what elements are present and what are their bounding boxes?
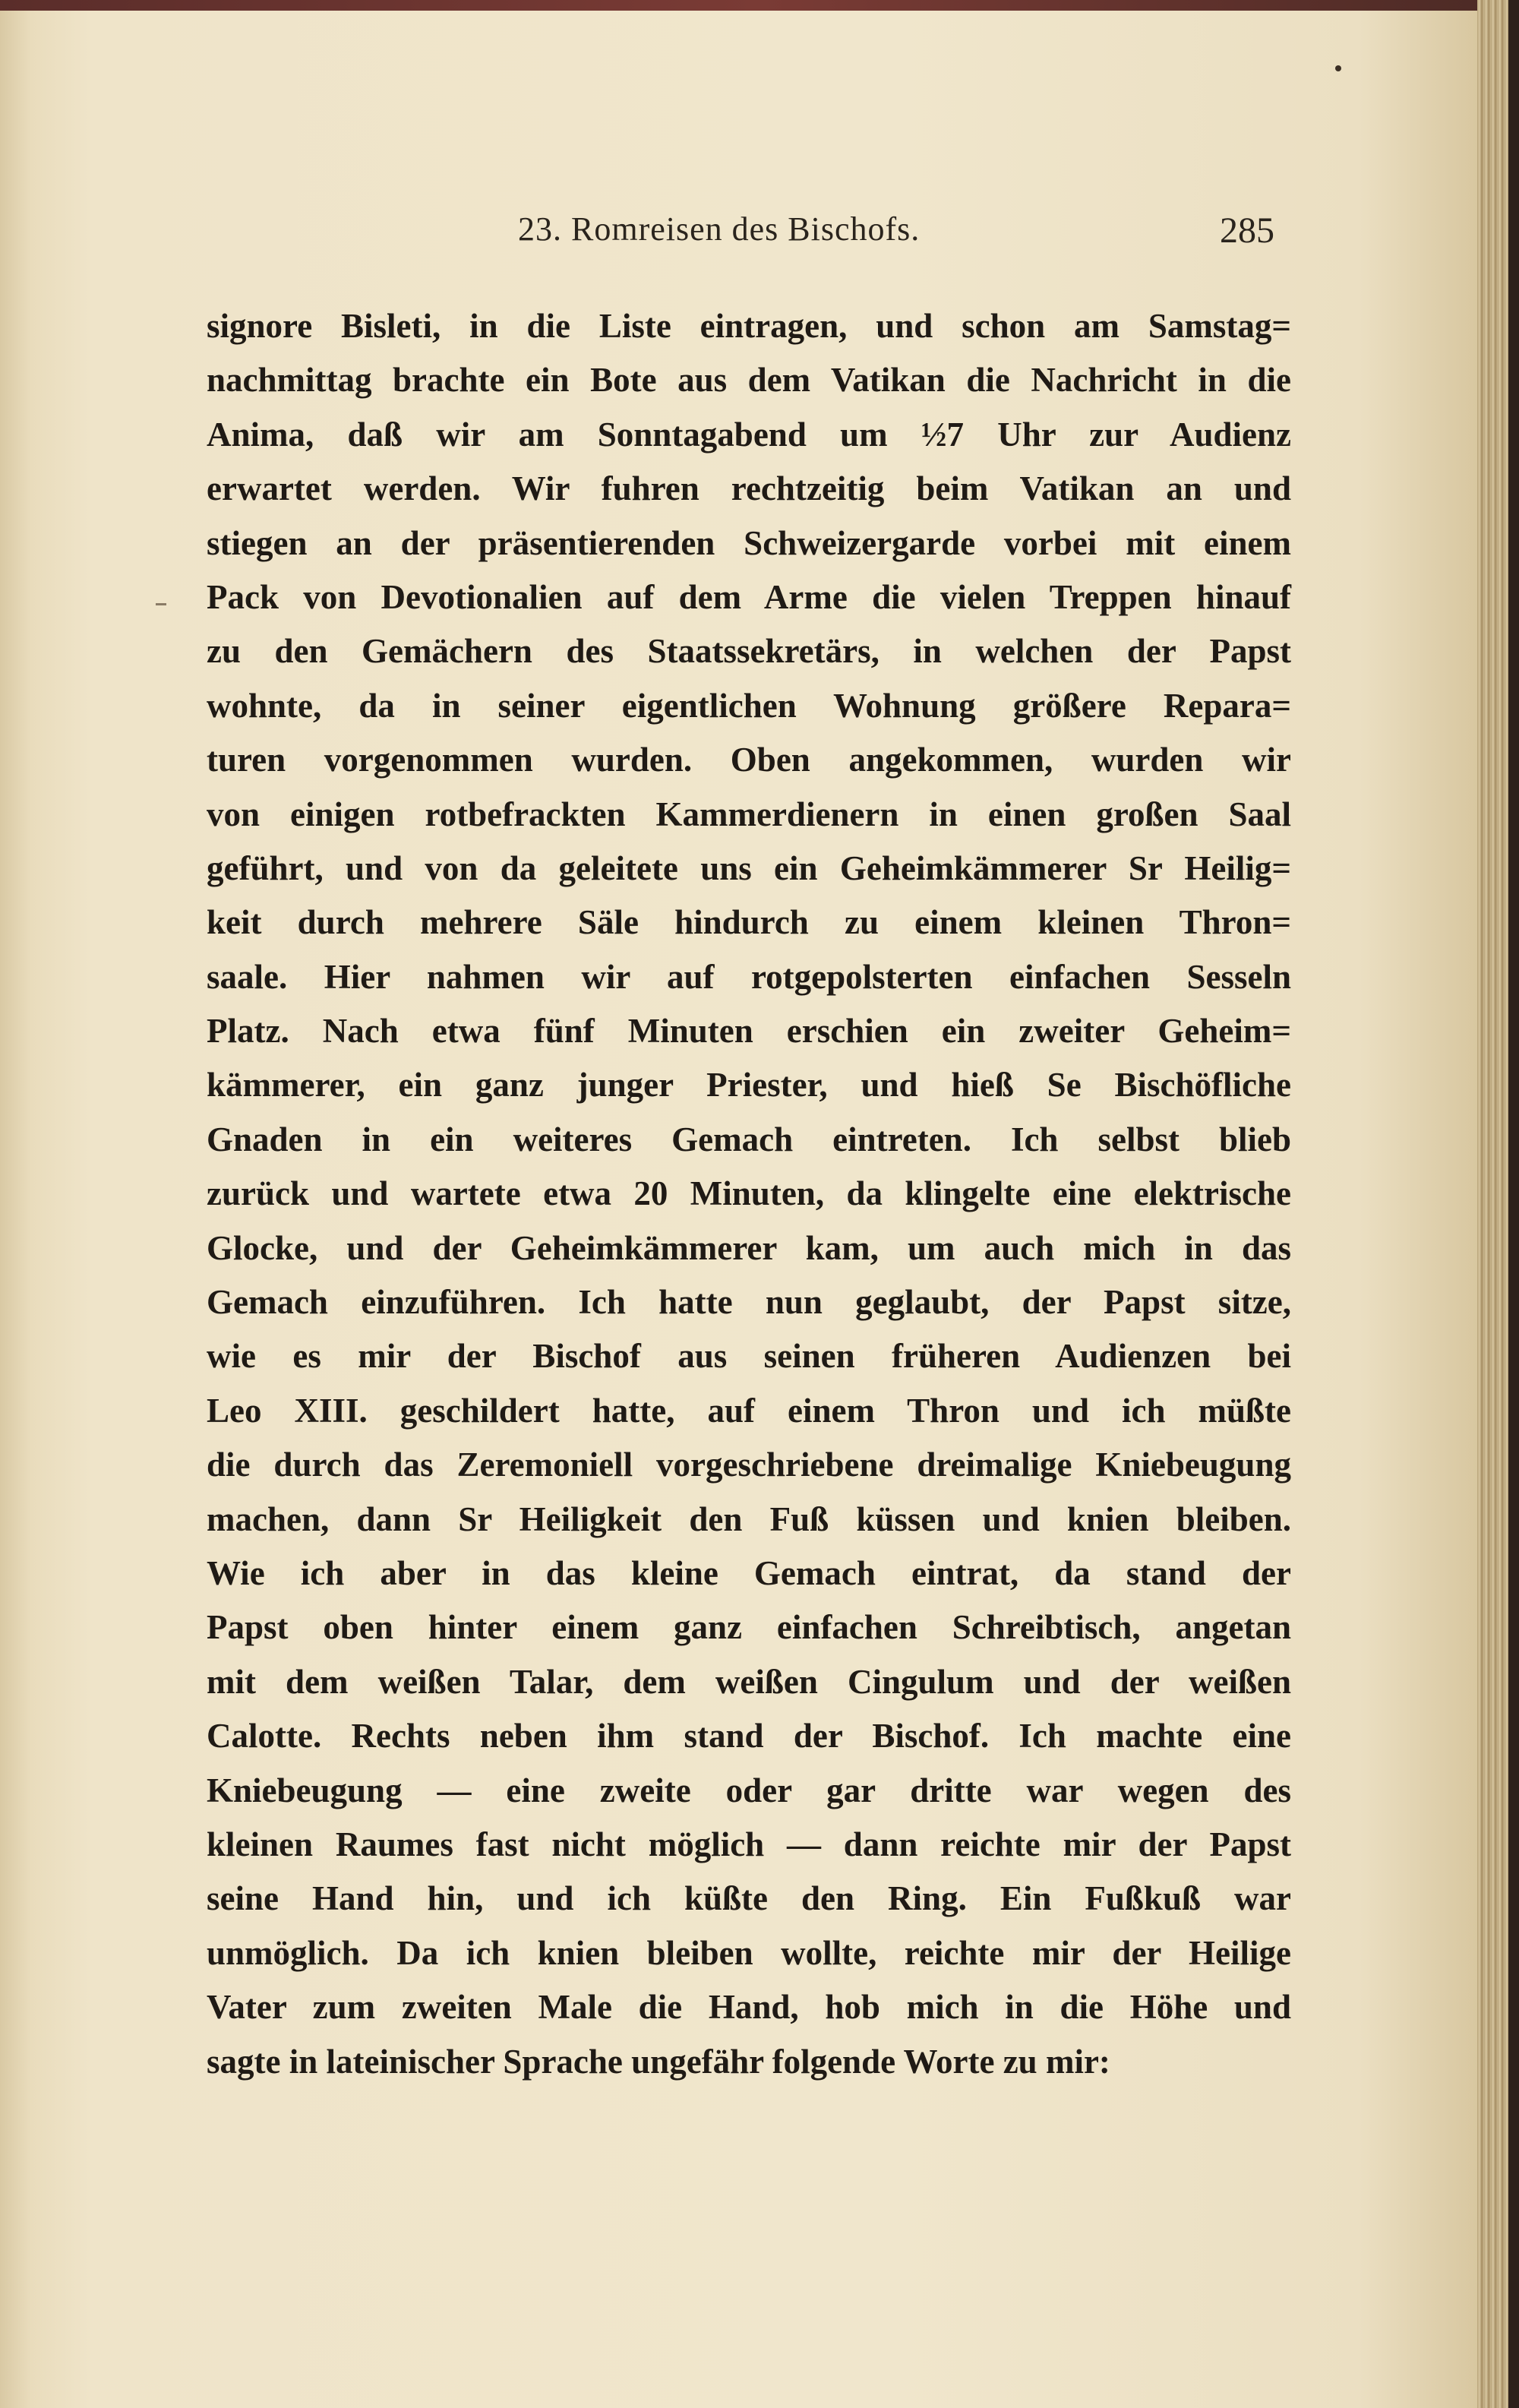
ink-speck (1335, 65, 1341, 71)
book-page (0, 11, 1477, 2408)
text-line: kleinen Raumes fast nicht möglich — dann reichte mir der Papst (207, 1825, 1291, 1863)
text-line: kämmerer, ein ganz junger Priester, und hieß Se Bischöfliche (207, 1066, 1291, 1104)
text-line: geführt, und von da geleitete uns ein Geheimkämmerer Sr Heilig= (207, 848, 1291, 887)
text-line: Papst oben hinter einem ganz einfachen Schreibtisch, angetan (207, 1608, 1291, 1647)
text-line: signore Bisleti, in die Liste eintragen, und schon am Samstag= (207, 307, 1291, 345)
text-line: Calotte. Rechts neben ihm stand der Bischof. Ich machte eine (207, 1717, 1291, 1755)
text-line: saale. Hier nahmen wir auf rotgepolsterten einfachen Sesseln (207, 957, 1291, 996)
text-line: zu den Gemächern des Staatssekretärs, in welchen der Papst (207, 632, 1291, 671)
text-line: Glocke, und der Geheimkämmerer kam, um auch mich in das (207, 1228, 1291, 1267)
text-line: Platz. Nach etwa fünf Minuten erschien ein zweiter Geheim= (207, 1012, 1291, 1051)
text-line: wie es mir der Bischof aus seinen früheren Audienzen bei (207, 1337, 1291, 1376)
text-line: von einigen rotbefrackten Kammerdienern in einen großen Saal (207, 795, 1291, 833)
page-number: 285 (1220, 210, 1274, 251)
text-line: Anima, daß wir am Sonntagabend um ½7 Uhr zur Audienz (207, 415, 1291, 453)
text-line: zurück und wartete etwa 20 Minuten, da klingelte eine elektrische (207, 1174, 1291, 1213)
running-title: 23. Romreisen des Bischofs. (518, 210, 921, 248)
text-line: machen, dann Sr Heiligkeit den Fuß küssen und knien bleiben. (207, 1499, 1291, 1538)
text-line: die durch das Zeremoniell vorgeschriebene dreimalige Kniebeugung (207, 1446, 1291, 1484)
text-line: turen vorgenommen wurden. Oben angekommen, wurden wir (207, 741, 1291, 779)
text-line: sagte in lateinischer Sprache ungefähr folgende Worte zu mir: (207, 2042, 1110, 2081)
text-line: nachmittag brachte ein Bote aus dem Vatikan die Nachricht in die (207, 361, 1291, 400)
text-line: wohnte, da in seiner eigentlichen Wohnung größere Repara= (207, 686, 1291, 725)
text-line: Wie ich aber in das kleine Gemach eintrat, da stand der (207, 1553, 1291, 1592)
margin-mark (156, 603, 166, 605)
book-binding-edge (1477, 0, 1519, 2408)
text-line: Leo XIII. geschildert hatte, auf einem Thron und ich müßte (207, 1391, 1291, 1430)
text-line: Vater zum zweiten Male die Hand, hob mich in die Höhe und (207, 1988, 1291, 2027)
text-line: Pack von Devotionalien auf dem Arme die vielen Treppen hinauf (207, 577, 1291, 616)
text-line: Kniebeugung — eine zweite oder gar dritte war wegen des (207, 1771, 1291, 1809)
text-line: seine Hand hin, und ich küßte den Ring. Ein Fußkuß war (207, 1879, 1291, 1918)
text-line: Gemach einzuführen. Ich hatte nun geglaubt, der Papst sitze, (207, 1283, 1291, 1322)
text-line: mit dem weißen Talar, dem weißen Cingulum und der weißen (207, 1662, 1291, 1701)
body-text (207, 303, 1291, 2093)
text-line: stiegen an der präsentierenden Schweizergarde vorbei mit einem (207, 523, 1291, 562)
text-line: Gnaden in ein weiteres Gemach eintreten. Ich selbst blieb (207, 1120, 1291, 1158)
text-line: unmöglich. Da ich knien bleiben wollte, reichte mir der Heilige (207, 1933, 1291, 1972)
running-header (205, 210, 1291, 255)
text-line: erwartet werden. Wir fuhren rechtzeitig beim Vatikan an und (207, 469, 1291, 508)
text-line: keit durch mehrere Säle hindurch zu einem kleinen Thron= (207, 903, 1291, 942)
